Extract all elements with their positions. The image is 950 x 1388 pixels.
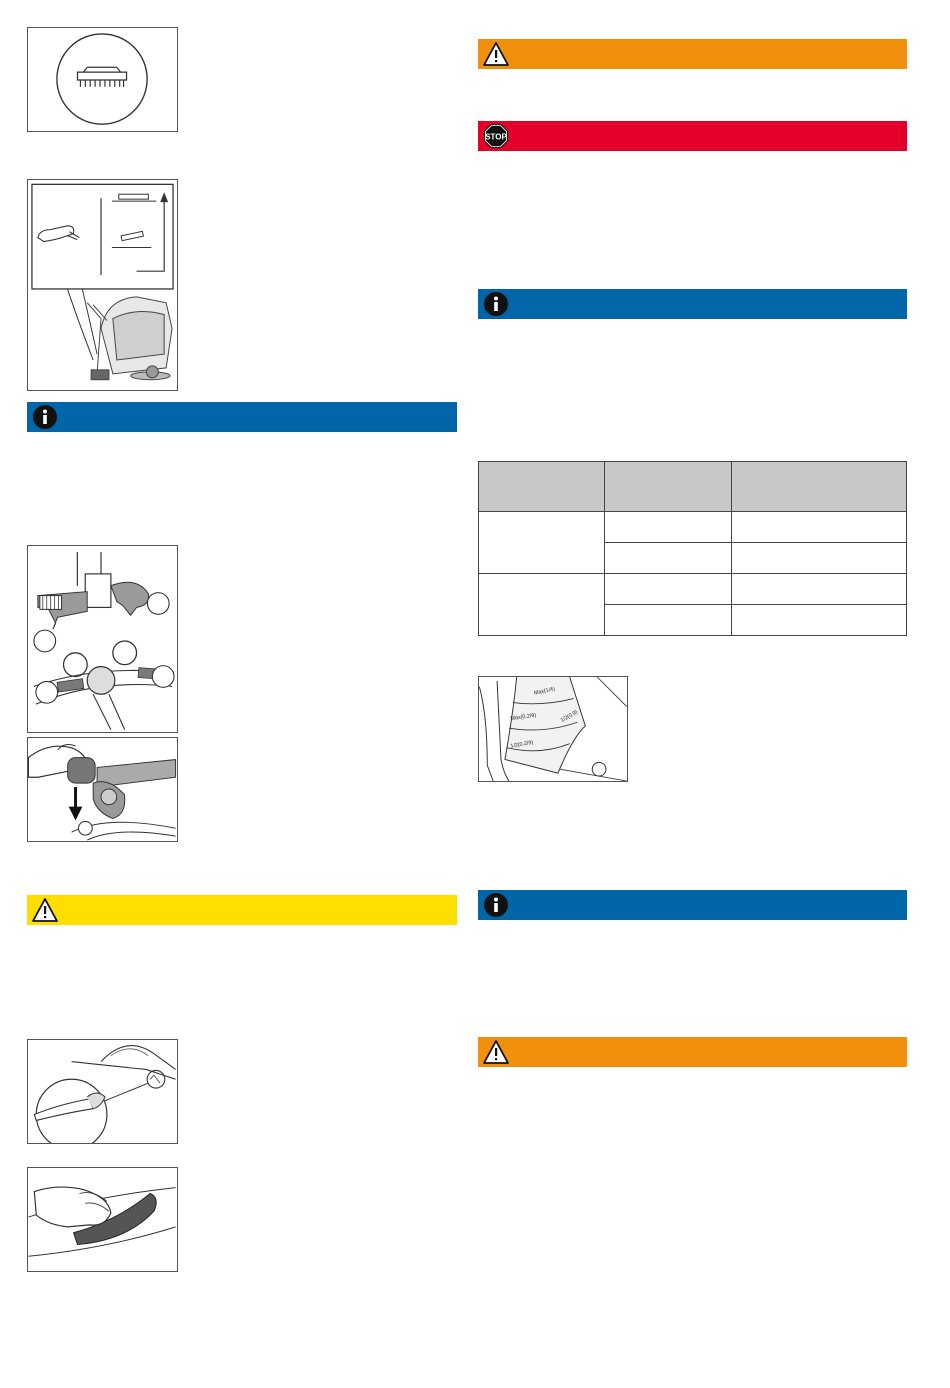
brush-icon bbox=[28, 28, 177, 131]
down-arrow-icon bbox=[69, 807, 83, 821]
table-cell bbox=[732, 574, 907, 605]
solution-level-figure bbox=[478, 676, 628, 782]
table-header-cell bbox=[479, 462, 605, 512]
info-note-bar bbox=[478, 890, 907, 920]
specification-table bbox=[478, 461, 907, 636]
table-row bbox=[479, 512, 907, 543]
table-cell bbox=[479, 512, 605, 574]
table-row bbox=[479, 574, 907, 605]
warning-triangle-icon bbox=[483, 41, 509, 67]
table-cell bbox=[605, 605, 732, 636]
info-icon bbox=[483, 291, 509, 317]
table-cell bbox=[732, 605, 907, 636]
table-header-cell bbox=[732, 462, 907, 512]
warning-triangle-icon bbox=[483, 1039, 509, 1065]
level-label: Max(1/4) bbox=[533, 686, 556, 697]
brush-bracket-figure bbox=[27, 545, 178, 733]
table-cell bbox=[605, 512, 732, 543]
info-note-bar bbox=[478, 289, 907, 319]
warning-bar-bottom bbox=[478, 1037, 907, 1067]
squeegee-detail-figure bbox=[27, 1039, 178, 1144]
table-cell bbox=[732, 543, 907, 574]
table-header-row bbox=[479, 462, 907, 512]
brush-release-figure bbox=[27, 737, 178, 842]
svg-text:STOP: STOP bbox=[485, 132, 507, 142]
warning-triangle-icon bbox=[32, 897, 58, 923]
info-icon bbox=[32, 404, 58, 430]
table-cell bbox=[479, 574, 605, 636]
info-note-bar bbox=[27, 402, 457, 432]
scrubber-machine-illustration bbox=[87, 297, 172, 380]
brush-pedal-figure bbox=[27, 179, 178, 391]
squeegee-wipe-figure bbox=[27, 1167, 178, 1272]
foot-pedal-icon bbox=[38, 226, 79, 242]
brush-symbol-figure bbox=[27, 27, 178, 132]
stop-bar bbox=[478, 121, 907, 151]
table-cell bbox=[605, 543, 732, 574]
level-label: 1/2(0.9) bbox=[559, 709, 579, 724]
caution-bar bbox=[27, 895, 457, 925]
info-icon bbox=[483, 892, 509, 918]
table-header-cell bbox=[605, 462, 732, 512]
level-label: Max(0.2/9) bbox=[510, 712, 537, 723]
table-cell bbox=[732, 512, 907, 543]
warning-bar-top bbox=[478, 39, 907, 69]
stop-sign-icon bbox=[483, 123, 509, 149]
level-label: 1/2(0.2/9) bbox=[510, 739, 534, 750]
table-cell bbox=[605, 574, 732, 605]
